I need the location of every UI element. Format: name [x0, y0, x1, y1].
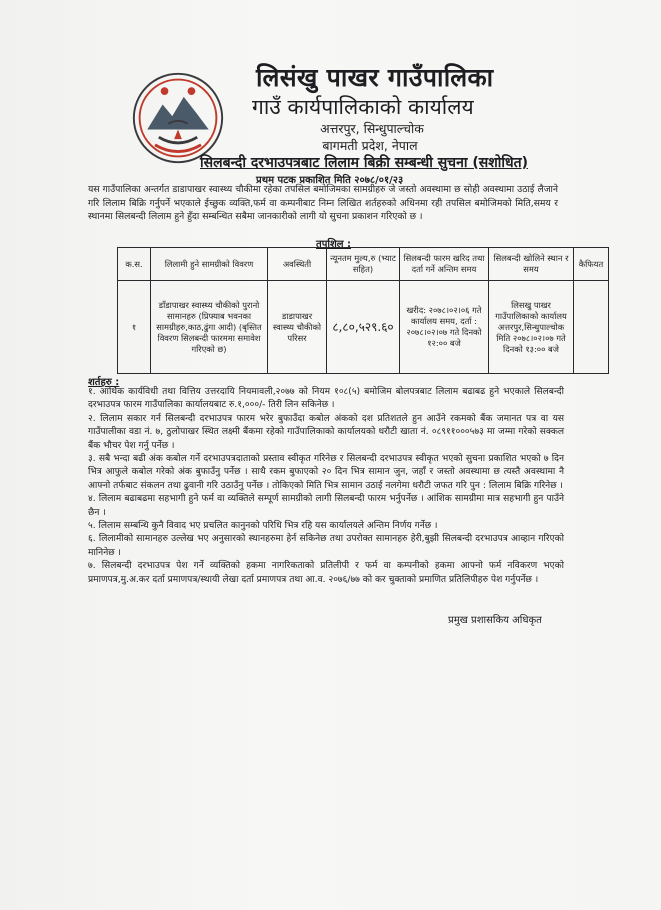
cell-remarks [574, 281, 609, 374]
term-item-2: २. लिलाम सकार गर्न सिलबन्दी दरभाउपत्र फारम भरेर बुफाउँदा कबोल अंकको दश प्रतिशतले हुन आउँने रकमको बैंक जमानत पत्र वा यस गाउँपालीका वडा नं. ७, ठुलोपाखर स्थित लक्ष्मी बैंकमा रहेको गाउँपालिकाको कार्यालयको धरौटी खाता नं. ०८९११०००५७३ मा जम्मा गरेको सक्कल बैंक भौचर पेश गर्नु पर्नेछ । [88, 413, 564, 451]
term-item-4: ४. लिलाम बढाबढमा सहभागी हुने फर्म वा व्यक्तिले सम्पूर्ण सामग्रीको लागी सिलबन्दी फारम भर्नुपर्नेछ । आंशिक सामग्रीमा मात्र सहभागी हुन पाउँने छैन । [88, 494, 564, 518]
term-item-3: ३. सबै भन्दा बढी अंक कबोल गर्ने दरभाउपत्रदाताको प्रस्ताव स्वीकृत गरिनेछ र सिलबन्दी दरभाउपत्र स्वीकृत भएको सुचना प्रकाशित भएको ७ दिन भित्र आफुले कबोल गरेको अंक बुफाउँनु पर्नेछ । साथै रकम बुफाएको २० दिन भित्र सामान जुन, जहाँ र जस्तो अवस्थामा छ त्यस्तै अवस्थामा नै आफ्नो तर्फबाट संकलन तथा ढुवानी गरि उठाउँनु पर्नेछ । तोकिएको मिति भित्र सामान उठाई नलगेमा धरौटी जफत गरि पुन : लिलाम बिक्रि गरिनेछ । [88, 454, 564, 491]
office-subtitle: गाउँ कार्यपालिकाको कार्यालय [252, 95, 474, 119]
col-header-sn: क.स. [118, 248, 151, 281]
signature-designation: प्रमुख प्रशासकिय अधिकृत [448, 615, 542, 626]
table-row [118, 281, 609, 374]
notice-title: सिलबन्दी दरभाउपत्रबाट लिलाम बिक्री सम्बन्धी सुचना (सशोधित) [200, 155, 528, 171]
address-line-2: बागमती प्रदेश, नेपाल [322, 138, 418, 153]
term-item-6: ६. लिलामीको सामानहरु उल्लेख भए अनुसारको स्थानहरुमा हेर्न सकिनेछ तथा उपरोक्त सामानहरु हेरी,बुझी सिलबन्दी दरभाउपत्र आव्हान गरिएको मानिनेछ । [88, 534, 564, 558]
nepal-emblem-icon [130, 70, 226, 166]
notice-intro: यस गाउँपालिका अन्तर्गत डाडापाखर स्वास्थ्य चौकीमा रहेका तपसिल बमोजिमका सामग्रीहरु जे जस्तो अवस्थामा छ सोही अवस्थामा उठाई लैजाने गरि लिलाम बिक्रि गर्नुपर्ने भएकाले ईच्छुक व्यक्ति,फर्म वा कम्पनीबाट निम्न लिखित शर्तहरुको अधिनमा रही तपसिल बमोजिमको मिति,समय र स्थानमा सिलबन्दी लिलाम हुने हुँदा सम्बन्धित सबैमा जानकारीको लागी यो सुचना प्रकाशन गरिएको छ । [88, 184, 558, 223]
address-line-1: अत्तरपुर, सिन्धुपाल्चोक [320, 121, 424, 136]
cell-deadline: खरीद: २०७८।०२।०६ गते कार्यालय समय, दर्ता : २०७८।०२।०७ गते दिनको १२:०० बजे [400, 281, 489, 374]
terms-list [88, 386, 564, 587]
col-header-deadline: सिलबन्दी फारम खरिद तथा दर्ता गर्ने अन्तिम समय [400, 248, 489, 281]
table-header-row [118, 248, 609, 281]
office-title: लिसंखु पाखर गाउँपालिका [256, 63, 494, 92]
cell-description: डाँडापाखर स्वास्थ्य चौकीको पुरानो सामानहरु (प्रिफ्याब भवनका सामग्रीहरु,काठ,ढुंगा आदी) (बृस्तित विवरण सिलबन्दी फारममा समावेश गरिएको छ) [151, 281, 268, 374]
col-header-min-price: न्यूनतम मुल्य,रु (भ्याट सहित) [327, 248, 400, 281]
col-header-location: अवस्थिती [268, 248, 327, 281]
terms-heading: शर्तहरु : [88, 377, 120, 388]
term-item-7: ७. सिलबन्दी दरभाउपत्र पेश गर्ने व्यक्तिको हकमा नागरिकताको प्रतिलीपी र फर्म वा कम्पनीको हकमा आफ्नो फर्म नविकरण भएको प्रमाणपत्र,मु.अ.कर दर्ता प्रमाणपत्र/स्थायी लेखा दर्ता प्रमाणपत्र तथा आ.व. २०७६/७७ को कर चुक्ताको प्रमाणित प्रतिलिपीहरु पेश गर्नुपर्नेछ । [88, 561, 564, 585]
col-header-opening: सिलबन्दी खोलिने स्थान र समय [489, 248, 574, 281]
schedule-label: तपशिल : [316, 239, 352, 250]
cell-location: डाडापाखर स्वास्थ्य चौकीको परिसर [268, 281, 327, 374]
cell-opening: लिसखु पाखर गाउँपालिकाको कार्यालय अत्तरपुर,सिन्धुपाल्चोक मिति २०७८।०२।०७ गते दिनको १३:०० बजे [489, 281, 574, 374]
term-item-1: १. आर्थिक कार्यविधी तथा वित्तिय उत्तरदायि नियमावली,२०७७ को नियम १०८(५) बमोजिम बोलपत्रबाट लिलाम बढाबढ हुने भएकाले सिलबन्दी दरभाउपत्र फारम गाउँपालिका कार्यालयबाट रु.१,०००/- तिरी लिन सकिनेछ । [88, 387, 564, 411]
cell-sn: १ [118, 281, 151, 374]
col-header-description: लिलामी हुने सामग्रीको विवरण [151, 248, 268, 281]
cell-min-price: ८,८०,५२९.६० [327, 281, 400, 374]
schedule-table [117, 247, 609, 374]
col-header-remarks: कैफियत [574, 248, 609, 281]
term-item-5: ५. लिलाम सम्बन्धि कुनै विवाद भए प्रचलित कानुनको परिधि भित्र रहि यस कार्यालयले अन्तिम निर्णय गर्नेछ । [88, 521, 438, 532]
published-date: प्रथम पटक प्रकाशित मिति २०७८/०१/२३ [256, 175, 404, 186]
